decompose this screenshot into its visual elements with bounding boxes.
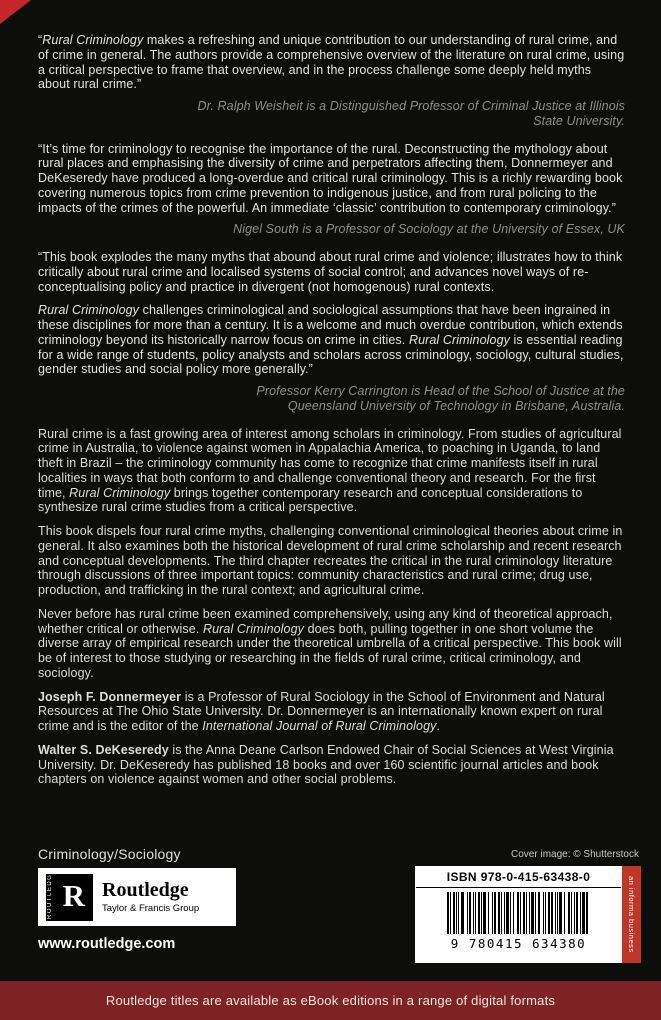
endorsement-quote-3-part-2: Rural Criminology challenges criminological and sociological assumptions that have been ingrained in these disciplines for more than a century. It is a welcome and much overdue contribution, which extends criminology beyond its historically narrow focus on crime in cities. Rural Criminology is essential reading for a wide range of students, policy analysts and scholars across criminology, sociology, cultural studies, gender studies and social policy more generally.” bbox=[38, 303, 624, 377]
author-bio-donnermeyer: Joseph F. Donnermeyer is a Professor of Rural Sociology in the School of Environment and Natural Resources at The Ohio State University. Dr. Donnermeyer is an internationally known expert on rural crime and is the editor of the International Journal of Rural Criminology. bbox=[38, 689, 605, 733]
quote-2-attribution: Nigel South is a Professor of Sociology at the University of Essex, UK bbox=[233, 222, 625, 237]
routledge-vertical-text: ROUTLEDGE bbox=[47, 867, 53, 919]
informa-strip bbox=[622, 866, 641, 963]
routledge-logo bbox=[38, 868, 236, 926]
publisher-group: Taylor & Francis Group bbox=[102, 903, 200, 914]
cover-image-credit: Cover image: © Shutterstock bbox=[511, 849, 639, 860]
publisher-website: www.routledge.com bbox=[38, 936, 176, 952]
routledge-logo-icon bbox=[46, 867, 93, 921]
informa-label: an informa business bbox=[627, 876, 636, 953]
quote-1-attribution: Dr. Ralph Weisheit is a Distinguished Professor of Criminal Justice at Illinois State University. bbox=[197, 99, 625, 128]
description-paragraph-2: This book dispels four rural crime myths, challenging conventional criminological theories about crime in general. It also examines both the historical development of rural crime scholarship and recent research and conceptual developments. The third chapter recreates the critical in the rural criminology literature through discussions of three important topics: community characteristics and rural crime; drug use, production, and trafficking in the rural context; and agricultural crime. bbox=[38, 524, 623, 597]
cover-text bbox=[38, 0, 625, 845]
description-paragraph-3: Never before has rural crime been examined comprehensively, using any kind of theoretical approach, whether critical or otherwise. Rural Criminology does both, pulling together in one short volume the diverse array of empirical research under the theoretical umbrella of a critical perspective. This book will be of interest to those studying or researching in the fields of rural crime, critical criminology, and sociology. bbox=[38, 606, 622, 680]
isbn-label: ISBN 978-0-415-63438-0 bbox=[416, 866, 621, 888]
corner-ribbon bbox=[0, 0, 31, 24]
routledge-r-letter: R bbox=[62, 877, 85, 913]
endorsement-quote-2: “It’s time for criminology to recognise the importance of the rural. Deconstructing the mythology about rural places and emphasising the diversity of crime and perpetrators affecting them, Donnermeyer and DeKeseredy have produced a long-overdue and critical rural criminology. This is a richly rewarding book covering numerous topics from crime prevention to indigenous justice, and from rural policing to the impacts of the crimes of the powerful. An immediate ‘classic’ contribution to contemporary criminology.” bbox=[38, 141, 623, 215]
author-bio-dekeseredy: Walter S. DeKeseredy is the Anna Deane Carlson Endowed Chair of Social Sciences at West Virginia University. Dr. DeKeseredy has published 18 books and over 160 scientific journal articles and book chapters on violence against women and other social problems. bbox=[38, 742, 614, 787]
description-paragraph-1: Rural crime is a fast growing area of interest among scholars in criminology. From studies of agricultural crime in Australia, to violence against women in Appalachia America, to poaching in Uganda, to land theft in Brazil – the criminology community has come to recognize that crime manifests itself in rural localities in ways that both conform to and challenge conventional theory and research. For the first time, Rural Criminology brings together contemporary research and conceptual considerations to synthesize rural crime studies from a critical perspective. bbox=[38, 426, 622, 515]
publisher-wordmark bbox=[102, 880, 199, 914]
publisher-name: Routledge bbox=[102, 879, 189, 901]
quote-3-attribution: Professor Kerry Carrington is Head of the School of Justice at the Queensland University of Technology in Brisbane, Australia. bbox=[256, 384, 625, 413]
barcode-panel bbox=[415, 866, 622, 963]
barcode-bars bbox=[427, 892, 610, 934]
category-label: Criminology/Sociology bbox=[38, 846, 181, 862]
barcode-digits: 9 780415 634380 bbox=[450, 936, 587, 951]
footer-text: Routledge titles are available as eBook editions in a range of digital formats bbox=[105, 993, 556, 1008]
footer-banner bbox=[0, 981, 661, 1020]
endorsement-quote-3-part-1: “This book explodes the many myths that abound about rural crime and violence; illustrates how to think critically about rural crime and localised systems of social control; and advances novel ways of re-conceptualising policy and practice in divergent (not homogenous) rural contexts. bbox=[38, 250, 623, 294]
endorsement-quote-1: “Rural Criminology makes a refreshing and unique contribution to our understanding of rural crime, and of crime in general. The authors provide a comprehensive overview of the literature on rural crime, using a critical perspective to frame that overview, and in the process challenge some deeply held myths about rural crime.” bbox=[38, 33, 625, 92]
